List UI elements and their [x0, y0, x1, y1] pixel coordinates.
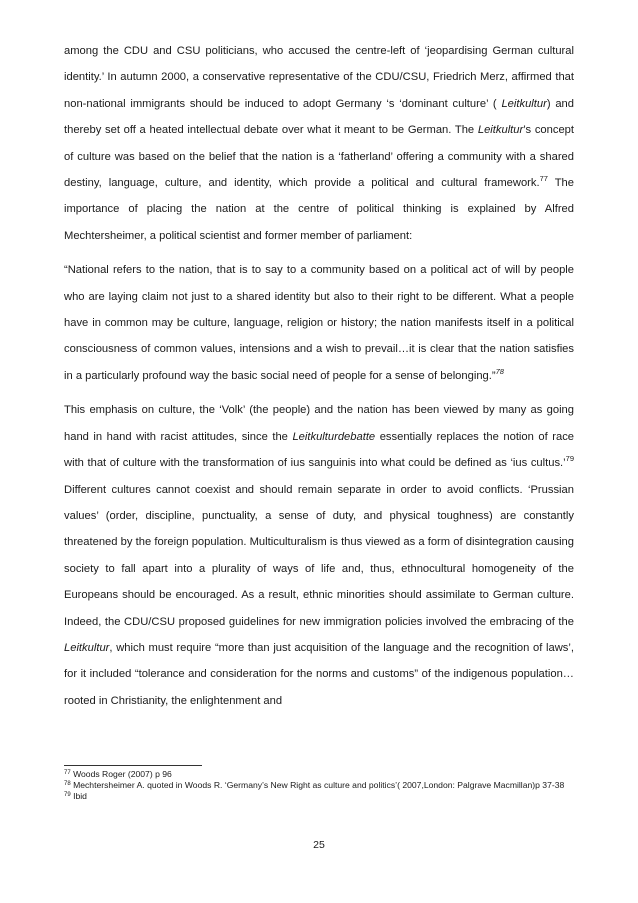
footnotes — [64, 769, 574, 801]
paragraph-3: This emphasis on culture, the ‘Volk’ (the people) and the nation has been viewed by many as going hand in hand with racist attitudes, since the Leitkulturdebatte essentially replaces the notion of race with that of culture with the transformation of ius sanguinis into what could be defined as ‘ius cultus.’$^{79}$ Different cultures cannot coexist and should remain separate in order to avoid conflicts. ‘Prussian values’ (order, discipline, punctuality, a sense of duty, and physical toughness) are constantly threatened by the foreign population. Multiculturalism is thus viewed as a form of disintegration causing society to fall apart into a plurality of ways of life and, thus, ethnocultural homogeneity of the Europeans should be encouraged. As a result, ethnic minorities should assimilate to German culture. Indeed, the CDU/CSU proposed guidelines for new immigration policies involved the embracing of the Leitkultur, which must require “more than just acquisition of the language and the recognition of laws’, for it included “tolerance and consideration for the norms and customs” of the indigenous population…rooted in Christianity, the enlightenment and — [64, 404, 575, 707]
italic-leitkulturdebatte: Leitkulturdebatte — [292, 430, 376, 443]
footnote-ref-79: 79 — [565, 454, 574, 464]
footnote-ref-77: 77 — [539, 174, 548, 184]
footnote-divider — [64, 765, 202, 766]
footnote-79: $^{79}$ Ibid — [64, 790, 87, 801]
paragraph-2-quote: “National refers to the nation, that is to say to a community based on a political act of will by people who are laying claim not just to a shared identity but also to their right to be different. What a people have in common may be culture, language, religion or history; the nation manifests itself in a political consciousness of common values, intensions and a wish to prevail…it is clear that the nation satisfies in a particularly profound way the basic social need of people for a sense of belonging.”$^{78}$ — [64, 264, 574, 382]
body-text — [64, 38, 574, 722]
footnote-78: $^{78}$ Mechtersheimer A. quoted in Woods R. ‘Germany’s New Right as culture and politics’( 2007,London: Palgrave Macmillan)p 37-38 — [64, 779, 565, 790]
italic-leitkultur: Leitkultur — [501, 97, 547, 110]
footnote-ref-78: 78 — [495, 366, 504, 376]
italic-leitkultur: Leitkultur — [64, 641, 110, 654]
footnote-77: $^{77}$ Woods Roger (2007) p 96 — [64, 769, 172, 779]
italic-leitkultur: Leitkultur — [477, 124, 524, 137]
page-number: 25 — [313, 839, 325, 851]
paragraph-1: among the CDU and CSU politicians, who accused the centre-left of ‘jeopardising German cultural identity.’ In autumn 2000, a conservative representative of the CDU/CSU, Friedrich Merz, affirmed that non-national immigrants should be induced to adopt Germany ‘s ‘dominant culture’ ( Leitkultur) and thereby set off a heated intellectual debate over what it meant to be German. The Leitkultur’s concept of culture was based on the belief that the nation is a ‘fatherland’ offering a community with a shared destiny, language, culture, and identity, which provide a political and cultural framework.$^{77}$ The importance of placing the nation at the centre of political thinking is explained by Alfred Mechtersheimer, a political scientist and former member of parliament: — [64, 45, 575, 242]
